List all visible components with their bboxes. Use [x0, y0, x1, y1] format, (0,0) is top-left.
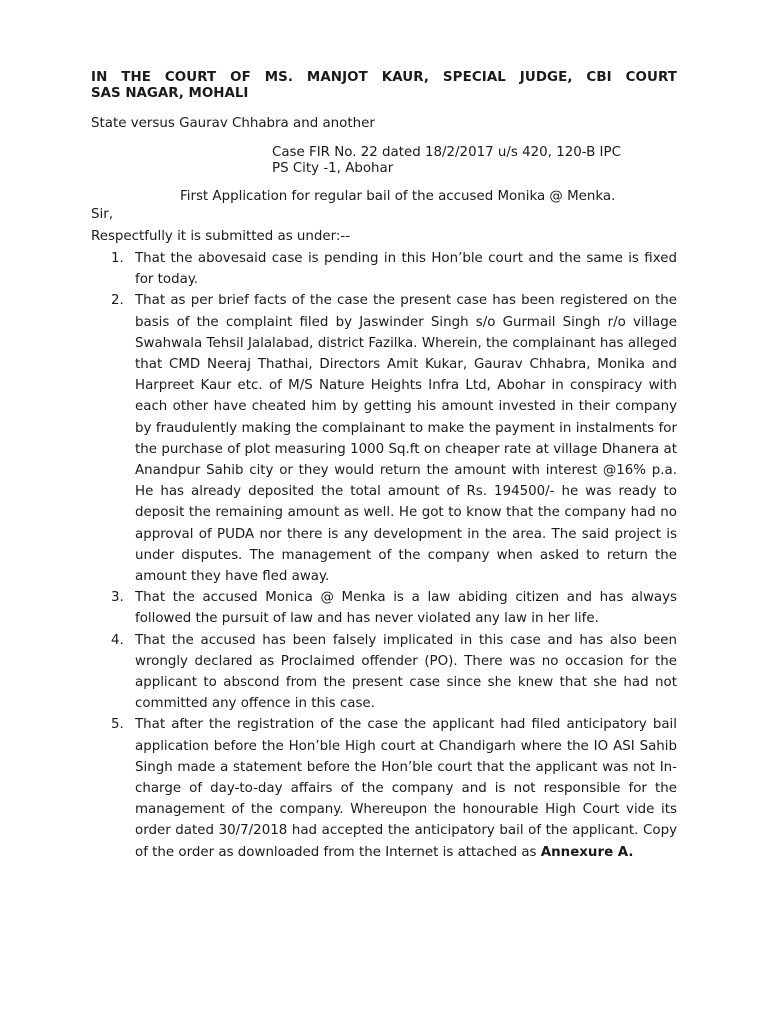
application-subject: First Application for regular bail of the accused Monika @ Menka.: [180, 189, 616, 204]
case-ps-line: PS City -1, Abohar: [272, 161, 394, 176]
salutation: Sir,: [91, 207, 113, 222]
case-details: [272, 145, 677, 177]
paragraph-text: That as per brief facts of the case the present case has been registered on the basis of the complaint filed by Jaswinder Singh s/o Gurmail Singh r/o village Swahwala Tehsil Jalalabad, district Fazilka. Wherein, the complainant has alleged that CMD Neeraj Thathai, Directors Amit Kukar, Gaurav Chhabra, Monika and Harpreet Kaur etc. of M/S Nature Heights Infra Ltd, Abohar in conspiracy with each other have cheated him by getting his amount invested in their company by fraudulently making the complainant to make the payment in instalments for the purchase of plot measuring 1000 Sq.ft on cheaper rate at village Dhanera at Anandpur Sahib city or they would return the amount with interest @16% p.a. He has already deposited the total amount of Rs. 194500/- he was ready to deposit the remaining amount as well. He got to know that the company had no approval of PUDA nor there is any development in the area. The said project is under disputes. The management of the company when asked to return the amount they have fled away.: [135, 293, 677, 585]
paragraph-item: [91, 290, 677, 587]
intro-line: Respectfully it is submitted as under:--: [91, 229, 351, 244]
paragraph-item: [91, 630, 677, 715]
paragraph-text: That after the registration of the case the applicant had filed anticipatory bail application before the Hon’ble High court at Chandigarh where the IO ASI Sahib Singh made a statement before the Hon’ble court that the applicant was not In-charge of day-to-day affairs of the company and is not responsible for the management of the company. Whereupon the honourable High Court vide its order dated 30/7/2018 had accepted the anticipatory bail of the applicant. Copy of the order as downloaded from the Internet is attached as: [135, 717, 677, 860]
paragraph-number: 2.: [111, 293, 124, 309]
paragraph-text: That the accused has been falsely implicated in this case and has also been wrongly declared as Proclaimed offender (PO). There was no occasion for the applicant to abscond from the present case since she knew that she had not committed any offence in this case.: [135, 632, 677, 712]
document-page: [91, 70, 677, 863]
annexure-reference: Annexure A.: [540, 844, 634, 860]
court-heading-line1: IN THE COURT OF MS. MANJOT KAUR, SPECIAL JUDGE, CBI COURT: [91, 70, 677, 85]
paragraph-number: 3.: [111, 590, 124, 606]
paragraph-number: 4.: [111, 632, 124, 648]
paragraph-text: That the accused Monica @ Menka is a law abiding citizen and has always followed the pursuit of law and has never violated any law in her life.: [135, 590, 677, 627]
paragraph-item: [91, 587, 677, 629]
court-heading-line2: SAS NAGAR, MOHALI: [91, 86, 249, 101]
paragraph-item: [91, 714, 677, 862]
paragraph-text: That the abovesaid case is pending in this Hon’ble court and the same is fixed for today.: [135, 251, 677, 288]
paragraph-item: [91, 248, 677, 290]
paragraph-number: 5.: [111, 717, 124, 733]
paragraph-list: [91, 248, 677, 863]
case-fir-line: Case FIR No. 22 dated 18/2/2017 u/s 420, 120-B IPC: [272, 145, 621, 160]
paragraph-number: 1.: [111, 251, 124, 266]
case-parties: State versus Gaurav Chhabra and another: [91, 116, 375, 131]
